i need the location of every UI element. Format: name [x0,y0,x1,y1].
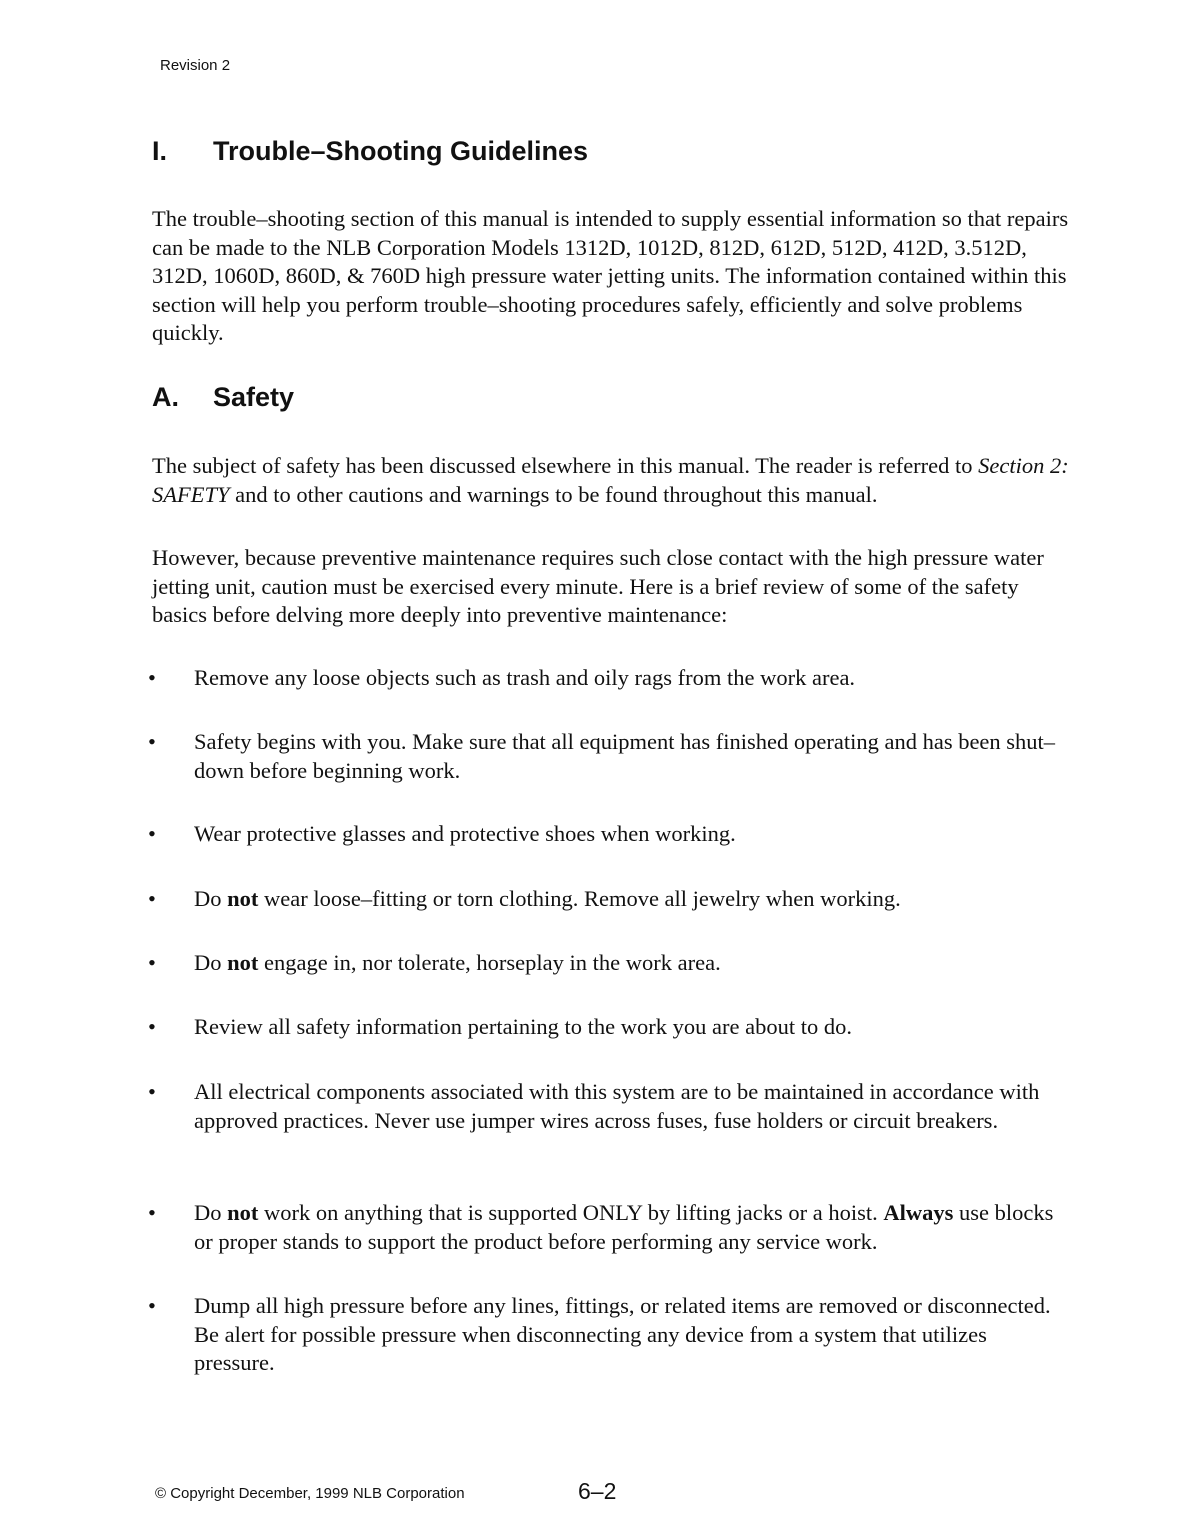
bullet-text: All electrical components associated with this system are to be maintained in accordance with approved practices. Never use jumper wires across fuses, fuse holders or circuit breakers. [194,1079,1040,1133]
bullet-icon: • [148,950,156,975]
bullet-text-emphasis: not [227,1200,259,1225]
section-title: Trouble–Shooting Guidelines [213,136,589,166]
bullet-icon: • [148,821,156,846]
list-item [148,1292,1068,1378]
list-item [148,728,1068,785]
list-item [148,885,1068,914]
bullet-text [194,1199,1068,1256]
bullet-text-emphasis: not [227,950,259,975]
bullet-icon: • [148,1293,156,1318]
list-item [148,1013,1068,1042]
intro-paragraph: The trouble–shooting section of this manual is intended to supply essential information so that repairs can be made to the NLB Corporation Models 1312D, 1012D, 812D, 612D, 512D, 412D, 3.512D, 312D, 1060D, 860D, & 760D high pressure water jetting units. The information contained within this section will help you perform trouble–shooting procedures safely, efficiently and solve problems quickly. [152,206,1069,345]
section-number: I. [152,136,168,166]
footer-copyright: © Copyright December, 1999 NLB Corporation [155,1485,465,1502]
list-item [148,1199,1068,1256]
list-item [148,664,1068,693]
page-number: 6–2 [578,1478,617,1504]
bullet-text-mid: work on anything that is supported ONLY by lifting jacks or a hoist. [264,1200,878,1225]
bullet-text-pre: Do [194,1200,222,1225]
safety-paragraph-1-start: The subject of safety has been discussed elsewhere in this manual. The reader is referred to [152,453,973,478]
bullet-text: Remove any loose objects such as trash and oily rags from the work area. [194,665,856,690]
subsection-title: Safety [213,382,295,412]
safety-paragraph-1-end: and to other cautions and warnings to be found throughout this manual. [235,481,878,507]
subsection-heading-safety [152,382,294,413]
safety-paragraph-1 [152,452,1072,509]
bullet-icon: • [148,1079,156,1104]
bullet-text: Review all safety information pertaining to the work you are about to do. [194,1014,852,1039]
list-item [148,820,1068,849]
bullet-icon: • [148,1014,156,1039]
bullet-text-post: use blocks or proper stands to support the product before performing any service work. [194,1200,1054,1254]
bullet-icon: • [148,729,156,754]
bullet-text: Wear protective glasses and protective shoes when working. [194,821,736,846]
safety-paragraph-2: However, because preventive maintenance requires such close contact with the high pressure water jetting unit, caution must be exercised every minute. Here is a brief review of some of the safety basics before delving more deeply into preventive maintenance: [152,545,1044,627]
bullet-text-pre: Do [194,950,222,975]
bullet-text [194,949,1068,978]
subsection-number: A. [152,382,179,412]
bullet-icon: • [148,886,156,911]
list-item [148,1078,1068,1135]
revision-label: Revision 2 [160,57,231,74]
section-heading-troubleshooting [152,136,588,167]
bullet-text-post: engage in, nor tolerate, horseplay in the work area. [264,950,721,975]
bullet-text-emphasis-2: Always [883,1200,954,1225]
bullet-text: Safety begins with you. Make sure that all equipment has finished operating and has been shut–down before beginning work. [194,729,1056,783]
bullet-text-post: wear loose–fitting or torn clothing. Remove all jewelry when working. [264,886,901,911]
bullet-text: Dump all high pressure before any lines, fittings, or related items are removed or disconnected. Be alert for possible pressure when disconnecting any device from a system that utilizes pressure. [194,1293,1051,1375]
bullet-icon: • [148,1200,156,1225]
bullet-icon: • [148,665,156,690]
bullet-text-pre: Do [194,886,222,911]
list-item [148,949,1068,978]
bullet-text-emphasis: not [227,886,259,911]
section-reference: Section 2: SAFETY [152,453,1069,507]
bullet-text [194,885,1068,914]
